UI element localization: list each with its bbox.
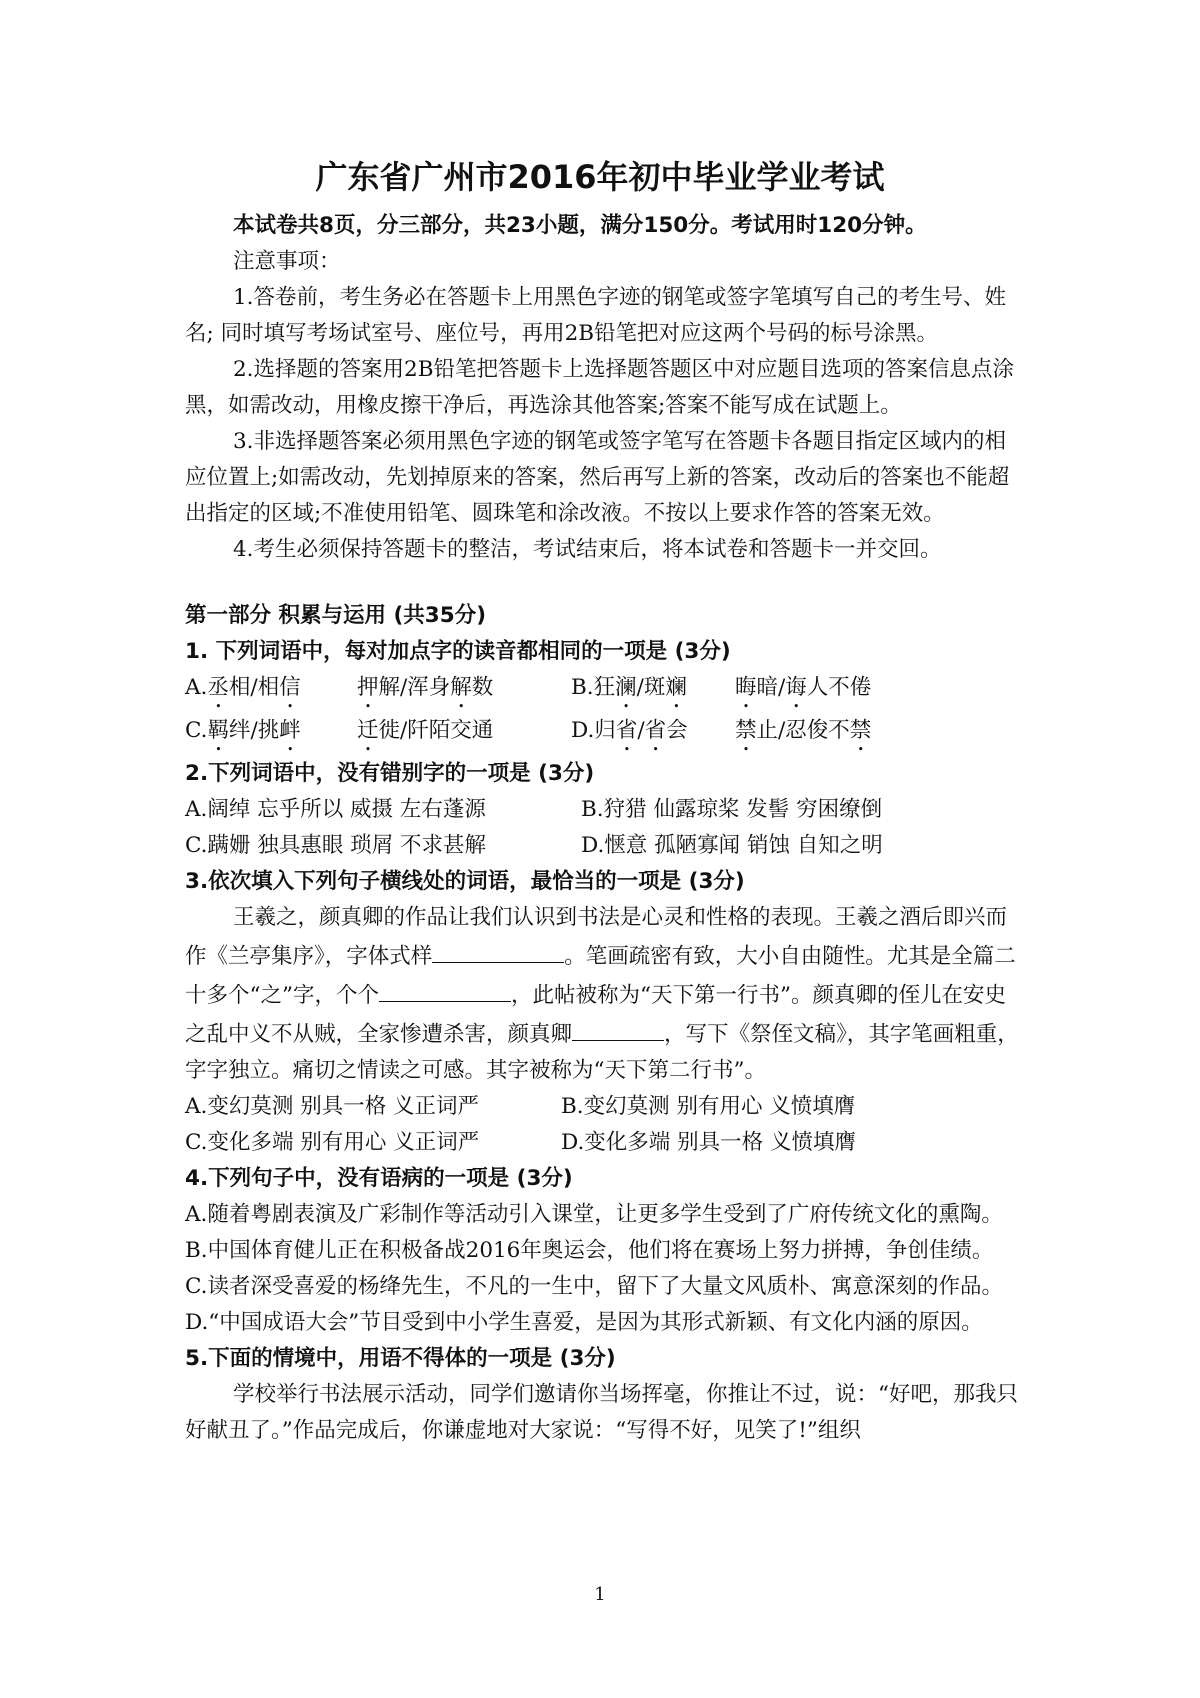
q1-option-d-part1: D.归省/省会 [571,718,688,743]
q3-option-d: D.变化多端 别具一格 义愤填膺 [561,1130,856,1155]
page-body [185,208,1025,1449]
notice-3: 3.非选择题答案必须用黑色字迹的钢笔或签字笔写在答题卡各题目指定区域内的相应位置上;如需改动，先划掉原来的答案，然后再写上新的答案，改动后的答案也不能超出指定的区域;不准使用铅笔、圆珠笔和涂改液。不按以上要求作答的答案无效。 [185,429,1010,526]
q2-option-b: B.狩猎 仙露琼桨 发髻 穷困缭倒 [581,797,883,822]
q1-option-b-part2: 晦暗/诲人不倦 [735,675,872,700]
q3-option-a: A.变幻莫测 别具一格 义正词严 [185,1094,480,1119]
q2-option-a: A.阔绰 忘乎所以 威摄 左右蓬源 [185,797,486,822]
page-number: 1 [594,1584,606,1605]
notice-heading: 注意事项： [233,249,341,274]
notice-2: 2.选择题的答案用2B铅笔把答题卡上选择题答题区中对应题目选项的答案信息点涂黑，如需改动，用橡皮擦干净后，再选涂其他答案;答案不能写成在试题上。 [185,357,1014,418]
q4-option-a: A.随着粤剧表演及广彩制作等活动引入课堂，让更多学生受到了广府传统文化的熏陶。 [185,1202,1003,1227]
q1-option-c-part1: C.羁绊/挑衅 [185,718,301,743]
q2-option-d: D.惬意 孤陋寡闻 销蚀 自知之明 [581,833,883,858]
section-spacer [185,568,1025,598]
q4-option-c: C.读者深受喜爱的杨绛先生，不凡的一生中，留下了大量文风质朴、寓意深刻的作品。 [185,1274,1004,1299]
q3-blank-1 [432,936,564,963]
q3-blank-2 [379,975,511,1002]
page-title: 广东省广州市2016年初中毕业学业考试 [315,158,885,196]
q3-blank-3 [572,1014,664,1041]
q1-option-a-part1: A.丞相/相信 [185,675,301,700]
q1-option-a-part2: 押解/浑身解数 [357,675,494,700]
q5-stem: 5.下面的情境中，用语不得体的一项是 (3分) [185,1346,616,1371]
q3-options-row-1 [185,1089,1025,1125]
q4-stem: 4.下列句子中，没有语病的一项是 (3分) [185,1166,573,1191]
q1-option-c-part2: 迁徙/阡陌交通 [357,718,494,743]
q2-option-c: C.蹒姗 独具惠眼 琐屑 不求甚解 [185,833,487,858]
q1-stem: 1. 下列词语中，每对加点字的读音都相同的一项是 (3分) [185,639,731,664]
q3-option-c: C.变化多端 别有用心 义正词严 [185,1130,480,1155]
notice-1: 1.答卷前，考生务必在答题卡上用黑色字迹的钢笔或签字笔填写自己的考生号、姓名; 同时填写考场试室号、座位号，再用2B铅笔把对应这两个号码的标号涂黑。 [185,285,1007,346]
q3-passage: 王羲之，颜真卿的作品让我们认识到书法是心灵和性格的表现。王羲之酒后即兴而作《兰亭集序》，字体式样 。笔画疏密有致，大小自由随性。尤其是全篇二十多个“之”字，个个 ，此帖被称为“天下第一行书”。颜真卿的侄儿在安史之乱中义不从贼，全家惨遭杀害，颜真卿 ，写下《祭侄文稿》，其字笔画粗重，字字独立。痛切之情读之可感。其字被称为“天下第二行书”。 [185,905,1019,1083]
q1-options-row-1 [185,670,1025,713]
q5-passage: 学校举行书法展示活动，同学们邀请你当场挥毫，你推让不过，说：“好吧，那我只好献丑了。”作品完成后，你谦虚地对大家说：“写得不好，见笑了!”组织 [185,1382,1018,1443]
q4-option-b: B.中国体育健儿正在积极备战2016年奥运会，他们将在赛场上努力拼搏，争创佳绩。 [185,1238,994,1263]
notice-4: 4.考生必须保持答题卡的整洁，考试结束后，将本试卷和答题卡一并交回。 [233,537,942,562]
q4-option-d: D.“中国成语大会”节目受到中小学生喜爱，是因为其形式新颖、有文化内涵的原因。 [185,1310,983,1335]
q1-options-row-2 [185,713,1025,756]
q1-option-d-part2: 禁止/忍俊不禁 [735,718,872,743]
q1-option-b-part1: B.狂澜/斑斓 [571,675,687,700]
q2-options-row-2 [185,828,1025,864]
q2-stem: 2.下列词语中，没有错别字的一项是 (3分) [185,761,595,786]
q3-option-b: B.变幻莫测 别有用心 义愤填膺 [561,1094,856,1119]
q3-stem: 3.依次填入下列句子横线处的词语，最恰当的一项是 (3分) [185,869,745,894]
part1-heading: 第一部分 积累与运用 (共35分) [185,603,487,628]
q2-options-row-1 [185,792,1025,828]
q3-options-row-2 [185,1125,1025,1161]
intro-text: 本试卷共8页，分三部分，共23小题，满分150分。考试用时120分钟。 [233,213,927,238]
